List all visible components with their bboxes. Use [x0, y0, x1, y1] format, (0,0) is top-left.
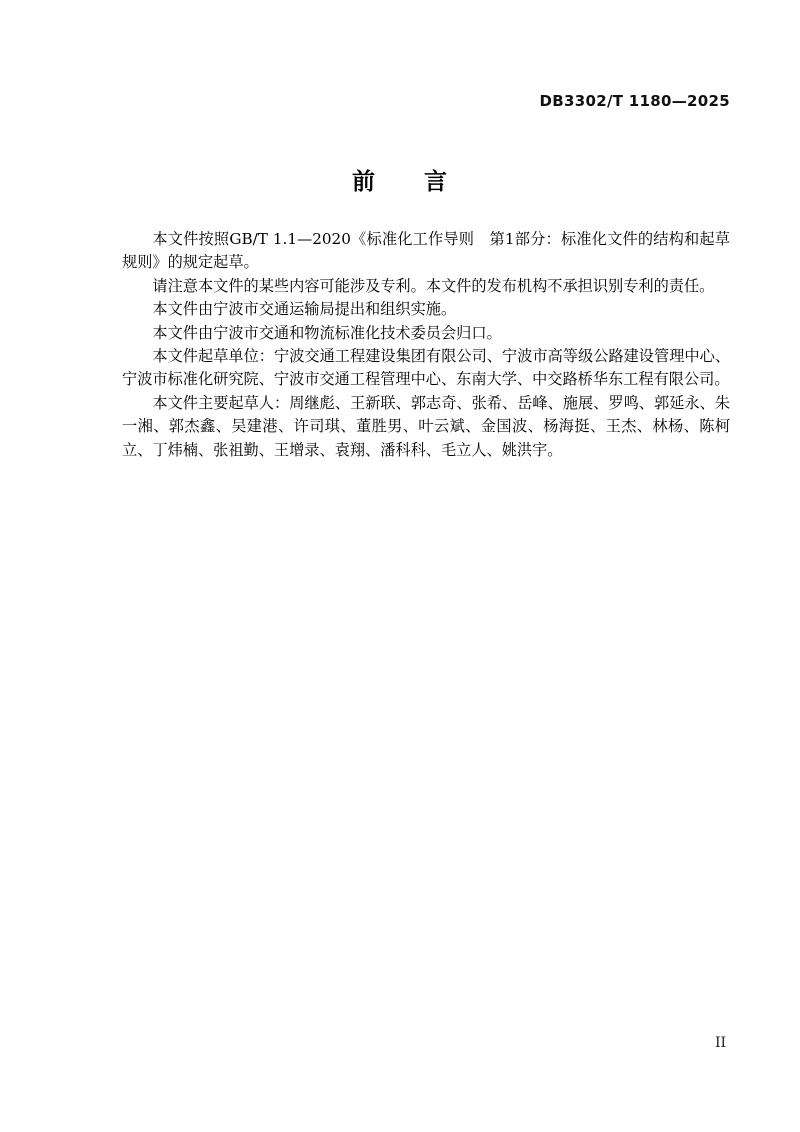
paragraph-main-drafters: 本文件主要起草人：周继彪、王新联、郭志奇、张希、岳峰、施展、罗鸣、郭延永、朱一湘、郭杰鑫、吴建港、许司琪、董胜男、叶云斌、金国波、杨海挺、王杰、林杨、陈柯立、丁炜楠、张祖勤、王增录、袁翔、潘科科、毛立人、姚洪宇。 [122, 393, 730, 459]
paragraph-administering-body: 本文件由宁波市交通和物流标准化技术委员会归口。 [152, 323, 502, 342]
paragraph-drafting-units: 本文件起草单位：宁波交通工程建设集团有限公司、宁波市高等级公路建设管理中心、宁波市标准化研究院、宁波市交通工程管理中心、东南大学、中交路桥华东工程有限公司。 [122, 347, 730, 389]
page-number: II [714, 1035, 726, 1051]
paragraph-drafting-basis: 本文件按照GB/T 1.1—2020《标准化工作导则 第1部分：标准化文件的结构和起草规则》的规定起草。 [122, 230, 730, 272]
paragraph-patent-notice: 请注意本文件的某些内容可能涉及专利。本文件的发布机构不承担识别专利的责任。 [152, 276, 715, 295]
foreword-body [122, 228, 730, 462]
page-title: 前 言 [352, 169, 448, 195]
paragraph-proposing-body: 本文件由宁波市交通运输局提出和组织实施。 [152, 300, 457, 319]
document-header-standard-number: DB3302/T 1180—2025 [539, 92, 730, 110]
